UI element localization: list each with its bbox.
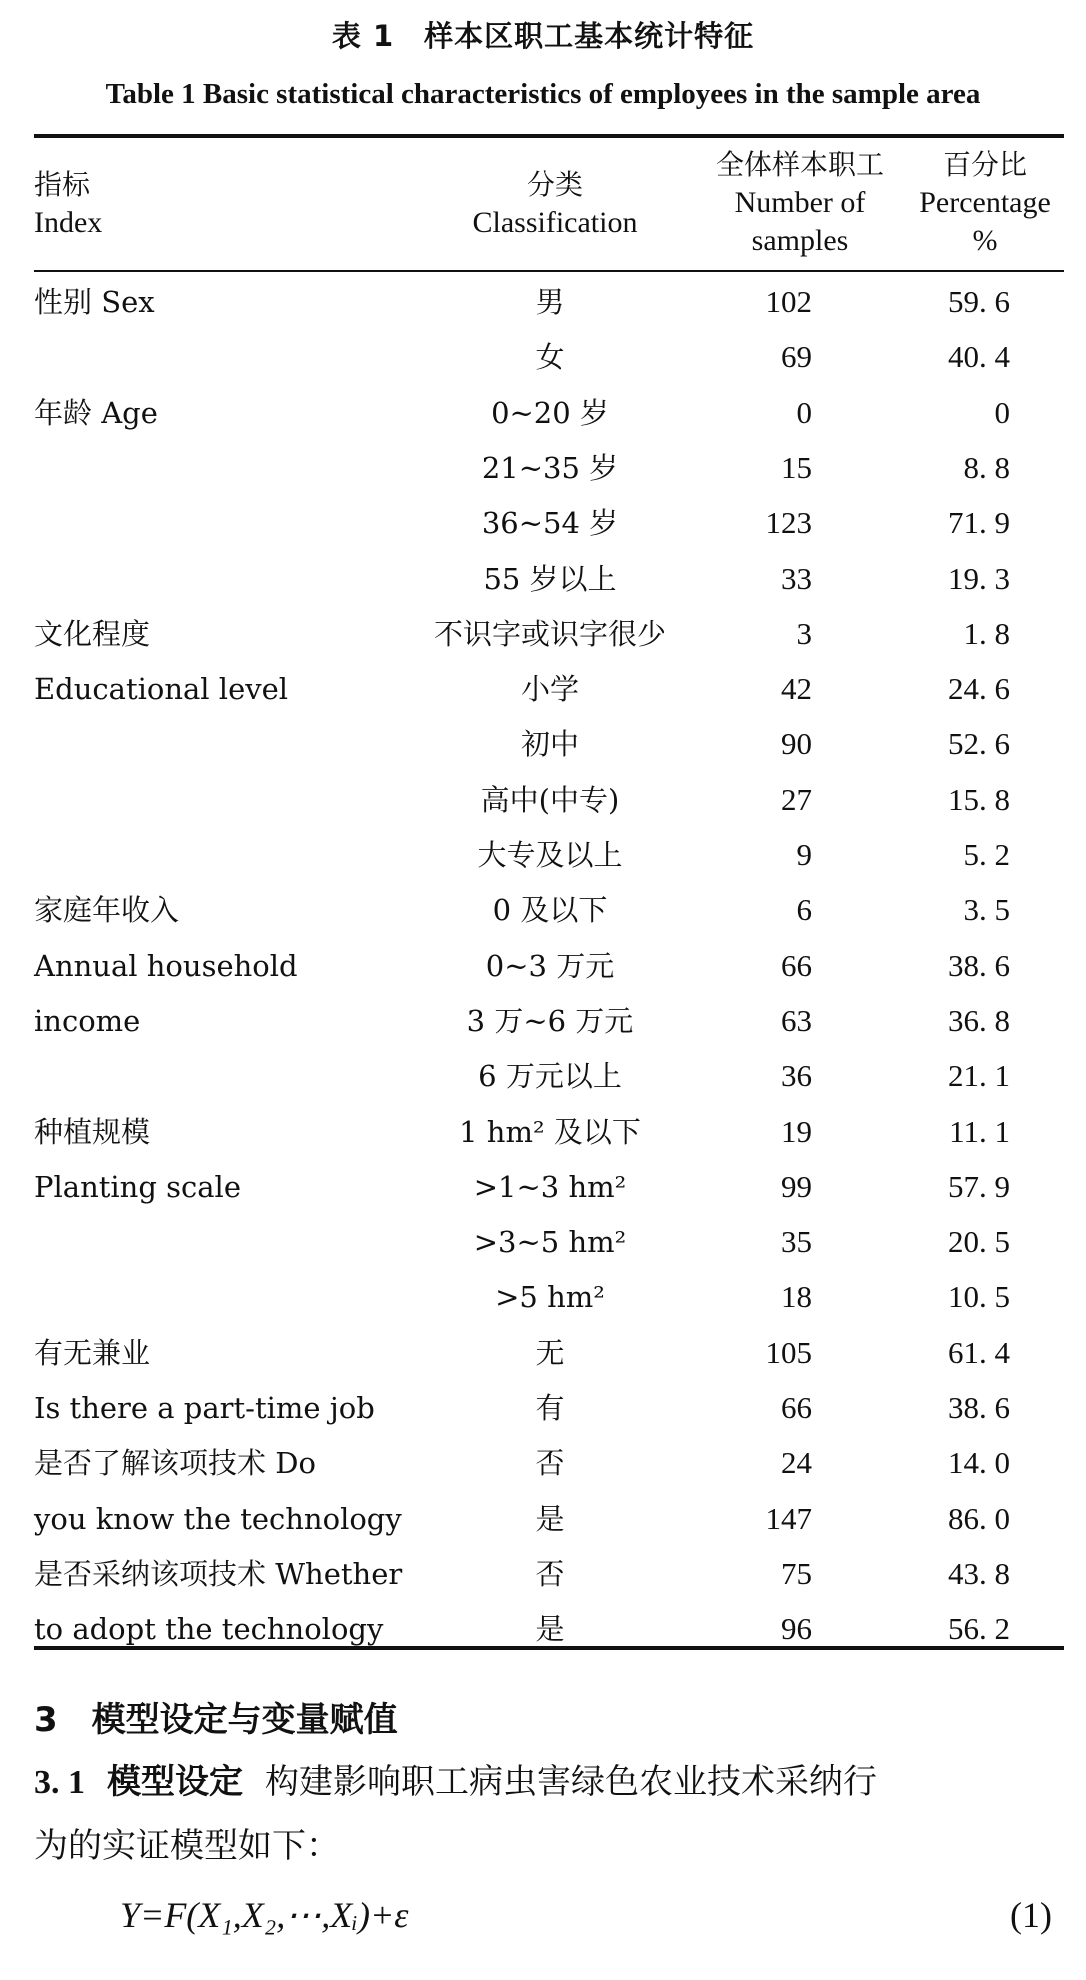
header-pct-en1: Percentage: [919, 186, 1051, 219]
percentage-cell: 36. 8: [948, 1002, 1010, 1038]
sample-count-cell: 96: [781, 1611, 812, 1647]
table-row: [0, 1167, 1086, 1222]
section-3-1-heading: 模型设定: [107, 1762, 243, 1802]
section-3-heading: 3 模型设定与变量赋值: [34, 1700, 398, 1740]
bottom-rule: [34, 1646, 1064, 1650]
table-row: [0, 1001, 1086, 1056]
table-row: [0, 724, 1086, 779]
percentage-cell: 11. 1: [949, 1113, 1010, 1149]
sample-count-cell: 19: [781, 1113, 812, 1149]
classification-cell: 1 hm² 及以下: [459, 1114, 641, 1149]
header-pct-cn: 百分比: [942, 148, 1027, 181]
classification-cell: 是: [535, 1612, 565, 1647]
table-row: [0, 1554, 1086, 1609]
sample-count-cell: 102: [765, 284, 812, 319]
percentage-cell: 71. 9: [948, 505, 1010, 541]
percentage-cell: 24. 6: [948, 671, 1010, 707]
percentage-cell: 56. 2: [948, 1611, 1010, 1647]
header-num-cn: 全体样本职工: [715, 148, 884, 181]
sample-count-cell: 27: [781, 781, 812, 817]
table-row: [0, 1277, 1086, 1332]
table-row: [0, 1443, 1086, 1498]
sample-count-cell: 66: [781, 947, 812, 983]
header-index-en: Index: [34, 206, 103, 239]
section-3-1-continuation: 为的实证模型如下：: [34, 1826, 340, 1866]
table-row: [0, 1499, 1086, 1554]
table-row: [0, 614, 1086, 669]
index-cell: 文化程度: [34, 616, 151, 651]
table-row: [0, 835, 1086, 890]
classification-cell: 大专及以上: [477, 838, 623, 872]
sample-count-cell: 35: [781, 1224, 812, 1260]
classification-cell: 0 及以下: [492, 893, 608, 928]
header-num-en1: Number of: [734, 186, 866, 219]
sample-count-cell: 75: [781, 1555, 812, 1591]
classification-cell: 否: [535, 1446, 565, 1481]
percentage-cell: 1. 8: [963, 615, 1010, 651]
index-cell: to adopt the technology: [34, 1612, 384, 1647]
sample-count-cell: 123: [765, 505, 812, 541]
classification-cell: >1~3 hm²: [473, 1169, 627, 1204]
table-row: [0, 393, 1086, 448]
sample-count-cell: 63: [781, 1002, 812, 1038]
percentage-cell: 14. 0: [948, 1445, 1010, 1481]
classification-cell: 初中: [520, 727, 579, 762]
sample-count-cell: 15: [781, 449, 812, 485]
percentage-cell: 57. 9: [948, 1168, 1010, 1204]
header-class-cn: 分类: [526, 168, 583, 201]
table-row: [0, 669, 1086, 724]
table-row: [0, 448, 1086, 503]
percentage-cell: 59. 6: [948, 284, 1010, 319]
percentage-cell: 0: [994, 394, 1010, 430]
sample-count-cell: 33: [781, 560, 812, 596]
sample-count-cell: 66: [781, 1390, 812, 1425]
sample-count-cell: 18: [781, 1279, 812, 1315]
index-cell: Educational level: [34, 672, 289, 707]
sample-count-cell: 90: [781, 726, 812, 762]
classification-cell: >5 hm²: [495, 1280, 605, 1315]
header-num-en2: samples: [751, 224, 849, 257]
sample-count-cell: 24: [781, 1445, 812, 1481]
table-row: [0, 503, 1086, 558]
classification-cell: 0~20 岁: [491, 395, 609, 430]
sample-count-cell: 42: [781, 671, 812, 707]
classification-cell: 否: [535, 1556, 565, 1591]
percentage-cell: 61. 4: [948, 1334, 1010, 1370]
classification-cell: 无: [535, 1335, 565, 1370]
classification-cell: 小学: [520, 672, 579, 707]
sample-count-cell: 0: [796, 394, 812, 430]
index-cell: Annual household: [34, 948, 298, 983]
percentage-cell: 40. 4: [948, 339, 1010, 375]
percentage-cell: 86. 0: [948, 1500, 1010, 1536]
classification-cell: 女: [535, 340, 565, 375]
sample-count-cell: 6: [796, 892, 812, 928]
classification-cell: 高中(中专): [480, 782, 620, 817]
percentage-cell: 3. 5: [963, 892, 1010, 928]
percentage-cell: 8. 8: [963, 449, 1010, 485]
header-number: [680, 146, 920, 260]
percentage-cell: 20. 5: [948, 1224, 1010, 1260]
classification-cell: 3 万~6 万元: [466, 1003, 634, 1038]
percentage-cell: 38. 6: [948, 1390, 1010, 1425]
classification-cell: 21~35 岁: [481, 450, 619, 485]
table-row: [0, 890, 1086, 945]
percentage-cell: 19. 3: [948, 560, 1010, 596]
header-class-en: Classification: [472, 206, 638, 239]
classification-cell: 36~54 岁: [481, 506, 619, 541]
section-3-1-number: 3. 1: [34, 1764, 85, 1801]
table-row: [0, 946, 1086, 1001]
header-rule: [34, 270, 1064, 272]
classification-cell: 6 万元以上: [478, 1059, 622, 1094]
equation: Y=F(X₁,X₂,⋯,Xᵢ)+ε: [120, 1895, 409, 1935]
index-cell: income: [34, 1003, 141, 1038]
section-3-1-paragraph: [34, 1760, 877, 1805]
percentage-cell: 10. 5: [948, 1279, 1010, 1315]
table-title-cn: 表 1 样本区职工基本统计特征: [331, 19, 755, 53]
classification-cell: 是: [535, 1501, 565, 1536]
index-cell: 年龄 Age: [34, 395, 158, 430]
percentage-cell: 52. 6: [948, 726, 1010, 762]
index-cell: 性别 Sex: [34, 285, 155, 319]
percentage-cell: 38. 6: [948, 947, 1010, 983]
index-cell: Planting scale: [34, 1169, 241, 1204]
sample-count-cell: 147: [765, 1500, 812, 1536]
classification-cell: 55 岁以上: [483, 561, 617, 596]
index-cell: 家庭年收入: [34, 893, 180, 928]
table-row: [0, 337, 1086, 392]
classification-cell: 0~3 万元: [485, 948, 615, 983]
table-row: [0, 1112, 1086, 1167]
index-cell: Is there a part-time job: [34, 1391, 375, 1425]
equation-number: (1): [1010, 1895, 1052, 1935]
top-rule: [34, 134, 1064, 138]
table-row: [0, 282, 1086, 337]
index-cell: 是否采纳该项技术 Whether: [34, 1556, 403, 1591]
percentage-cell: 43. 8: [948, 1555, 1010, 1591]
sample-count-cell: 69: [781, 339, 812, 375]
header-classification: [445, 166, 665, 242]
table-row: [0, 780, 1086, 835]
table-row: [0, 1056, 1086, 1111]
table-row: [0, 559, 1086, 614]
header-index: [34, 166, 102, 242]
sample-count-cell: 99: [781, 1168, 812, 1204]
header-percentage: [900, 146, 1070, 260]
section-3-1-text: 构建影响职工病虫害绿色农业技术采纳行: [265, 1762, 877, 1802]
table-row: [0, 1333, 1086, 1388]
percentage-cell: 15. 8: [948, 781, 1010, 817]
percentage-cell: 21. 1: [948, 1058, 1010, 1094]
classification-cell: 不识字或识字很少: [433, 616, 666, 651]
table-row: [0, 1222, 1086, 1277]
index-cell: 种植规模: [34, 1114, 151, 1149]
sample-count-cell: 36: [781, 1058, 812, 1094]
index-cell: you know the technology: [34, 1501, 402, 1536]
header-pct-en2: %: [972, 224, 998, 257]
header-index-cn: 指标: [34, 168, 91, 201]
sample-count-cell: 3: [796, 615, 812, 651]
sample-count-cell: 9: [796, 837, 812, 872]
table-title-en: Table 1 Basic statistical characteristics of employees in the sample area: [105, 78, 981, 110]
table-row: [0, 1388, 1086, 1443]
classification-cell: 男: [535, 285, 565, 319]
table-row: [0, 1609, 1086, 1664]
classification-cell: 有: [535, 1391, 565, 1425]
index-cell: 是否了解该项技术 Do: [34, 1446, 316, 1481]
index-cell: 有无兼业: [34, 1335, 151, 1370]
sample-count-cell: 105: [765, 1334, 812, 1370]
classification-cell: >3~5 hm²: [473, 1225, 627, 1260]
percentage-cell: 5. 2: [963, 837, 1010, 872]
